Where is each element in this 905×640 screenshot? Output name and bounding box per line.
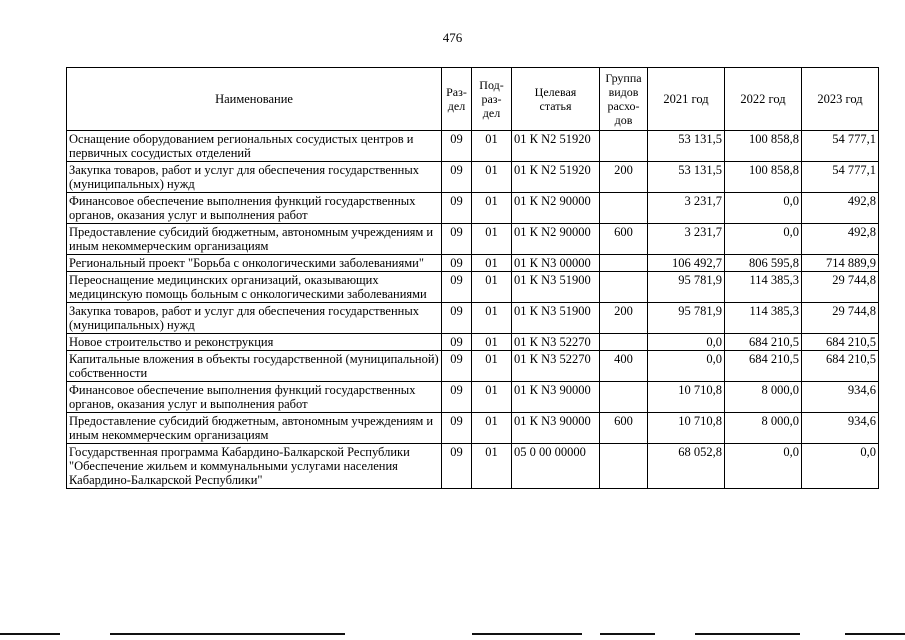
cell-section: 09	[442, 162, 472, 193]
cell-target: 01 К N3 52270	[512, 351, 600, 382]
cell-2023: 0,0	[802, 444, 879, 489]
cell-2021: 95 781,9	[648, 303, 725, 334]
cell-2021: 3 231,7	[648, 193, 725, 224]
table-row	[67, 272, 879, 303]
cell-2022: 100 858,8	[725, 131, 802, 162]
cell-target: 01 К N3 90000	[512, 413, 600, 444]
cell-target: 05 0 00 00000	[512, 444, 600, 489]
cell-2021: 0,0	[648, 334, 725, 351]
table-row	[67, 413, 879, 444]
cell-target: 01 К N2 90000	[512, 193, 600, 224]
cell-2021: 53 131,5	[648, 131, 725, 162]
cell-expense-group: 600	[600, 224, 648, 255]
cell-section: 09	[442, 272, 472, 303]
bottom-scan-line	[695, 633, 800, 635]
table-row	[67, 444, 879, 489]
table-header-row	[67, 68, 879, 131]
table-row	[67, 334, 879, 351]
bottom-scan-line	[845, 633, 905, 635]
cell-2023: 684 210,5	[802, 351, 879, 382]
cell-expense-group	[600, 193, 648, 224]
cell-expense-group	[600, 272, 648, 303]
cell-expense-group: 200	[600, 303, 648, 334]
cell-expense-group	[600, 444, 648, 489]
cell-2021: 53 131,5	[648, 162, 725, 193]
table-row	[67, 351, 879, 382]
budget-table	[66, 67, 879, 489]
cell-2022: 8 000,0	[725, 382, 802, 413]
cell-target: 01 К N3 52270	[512, 334, 600, 351]
cell-section: 09	[442, 255, 472, 272]
cell-2022: 100 858,8	[725, 162, 802, 193]
cell-2022: 684 210,5	[725, 334, 802, 351]
cell-name: Оснащение оборудованием региональных сосудистых центров и первичных сосудистых отделений	[67, 131, 442, 162]
cell-expense-group	[600, 131, 648, 162]
cell-section: 09	[442, 224, 472, 255]
cell-section: 09	[442, 193, 472, 224]
cell-name: Предоставление субсидий бюджетным, автономным учреждениям и иным некоммерческим организациям	[67, 413, 442, 444]
header-subsection: Под- раз- дел	[472, 68, 512, 131]
table-row	[67, 382, 879, 413]
cell-name: Финансовое обеспечение выполнения функций государственных органов, оказания услуг и выполнения работ	[67, 193, 442, 224]
cell-2023: 684 210,5	[802, 334, 879, 351]
cell-subsection: 01	[472, 334, 512, 351]
bottom-scan-line	[600, 633, 655, 635]
cell-name: Капитальные вложения в объекты государственной (муниципальной) собственности	[67, 351, 442, 382]
cell-2023: 714 889,9	[802, 255, 879, 272]
page-number: 476	[442, 30, 463, 45]
cell-2023: 934,6	[802, 413, 879, 444]
table-row	[67, 162, 879, 193]
bottom-scan-line	[110, 633, 345, 635]
cell-target: 01 К N3 51900	[512, 272, 600, 303]
cell-name: Предоставление субсидий бюджетным, автономным учреждениям и иным некоммерческим организациям	[67, 224, 442, 255]
cell-2023: 54 777,1	[802, 131, 879, 162]
cell-2023: 54 777,1	[802, 162, 879, 193]
cell-2022: 806 595,8	[725, 255, 802, 272]
cell-expense-group	[600, 334, 648, 351]
cell-target: 01 К N3 51900	[512, 303, 600, 334]
cell-subsection: 01	[472, 131, 512, 162]
cell-2023: 492,8	[802, 224, 879, 255]
cell-expense-group	[600, 255, 648, 272]
header-2022: 2022 год	[725, 68, 802, 131]
cell-2022: 114 385,3	[725, 303, 802, 334]
cell-name: Закупка товаров, работ и услуг для обеспечения государственных (муниципальных) нужд	[67, 162, 442, 193]
cell-target: 01 К N2 90000	[512, 224, 600, 255]
cell-2021: 10 710,8	[648, 413, 725, 444]
cell-2023: 29 744,8	[802, 272, 879, 303]
cell-2022: 0,0	[725, 224, 802, 255]
table-row	[67, 255, 879, 272]
cell-target: 01 К N2 51920	[512, 131, 600, 162]
cell-subsection: 01	[472, 224, 512, 255]
cell-target: 01 К N3 00000	[512, 255, 600, 272]
cell-subsection: 01	[472, 303, 512, 334]
cell-2022: 0,0	[725, 444, 802, 489]
header-2021: 2021 год	[648, 68, 725, 131]
cell-name: Финансовое обеспечение выполнения функций государственных органов, оказания услуг и выполнения работ	[67, 382, 442, 413]
cell-subsection: 01	[472, 193, 512, 224]
cell-2021: 95 781,9	[648, 272, 725, 303]
cell-name: Государственная программа Кабардино-Балкарской Республики "Обеспечение жильем и коммунальными услугами населения Кабардино-Балкарской Республики"	[67, 444, 442, 489]
cell-section: 09	[442, 351, 472, 382]
cell-section: 09	[442, 413, 472, 444]
bottom-scan-line	[0, 633, 60, 635]
table-row	[67, 224, 879, 255]
header-target: Целевая статья	[512, 68, 600, 131]
cell-2022: 684 210,5	[725, 351, 802, 382]
table-row	[67, 193, 879, 224]
cell-target: 01 К N3 90000	[512, 382, 600, 413]
bottom-scan-line	[472, 633, 582, 635]
cell-name: Новое строительство и реконструкция	[67, 334, 442, 351]
header-section: Раз- дел	[442, 68, 472, 131]
cell-2021: 3 231,7	[648, 224, 725, 255]
cell-name: Переоснащение медицинских организаций, оказывающих медицинскую помощь больным с онкологическими заболеваниями	[67, 272, 442, 303]
header-name: Наименование	[67, 68, 442, 131]
cell-expense-group	[600, 382, 648, 413]
cell-subsection: 01	[472, 413, 512, 444]
cell-2021: 0,0	[648, 351, 725, 382]
cell-section: 09	[442, 334, 472, 351]
cell-subsection: 01	[472, 272, 512, 303]
table-body	[67, 131, 879, 489]
cell-2021: 106 492,7	[648, 255, 725, 272]
table-row	[67, 131, 879, 162]
header-2023: 2023 год	[802, 68, 879, 131]
cell-2023: 29 744,8	[802, 303, 879, 334]
cell-2022: 114 385,3	[725, 272, 802, 303]
cell-subsection: 01	[472, 351, 512, 382]
cell-subsection: 01	[472, 162, 512, 193]
cell-subsection: 01	[472, 444, 512, 489]
cell-expense-group: 400	[600, 351, 648, 382]
cell-2023: 492,8	[802, 193, 879, 224]
table-row	[67, 303, 879, 334]
cell-section: 09	[442, 303, 472, 334]
cell-expense-group: 600	[600, 413, 648, 444]
cell-2022: 8 000,0	[725, 413, 802, 444]
cell-section: 09	[442, 131, 472, 162]
cell-2021: 68 052,8	[648, 444, 725, 489]
cell-subsection: 01	[472, 382, 512, 413]
cell-name: Региональный проект "Борьба с онкологическими заболеваниями"	[67, 255, 442, 272]
cell-section: 09	[442, 444, 472, 489]
header-expense-group: Группа видов расхо- дов	[600, 68, 648, 131]
cell-2023: 934,6	[802, 382, 879, 413]
cell-2021: 10 710,8	[648, 382, 725, 413]
cell-expense-group: 200	[600, 162, 648, 193]
cell-name: Закупка товаров, работ и услуг для обеспечения государственных (муниципальных) нужд	[67, 303, 442, 334]
cell-section: 09	[442, 382, 472, 413]
cell-target: 01 К N2 51920	[512, 162, 600, 193]
cell-2022: 0,0	[725, 193, 802, 224]
cell-subsection: 01	[472, 255, 512, 272]
